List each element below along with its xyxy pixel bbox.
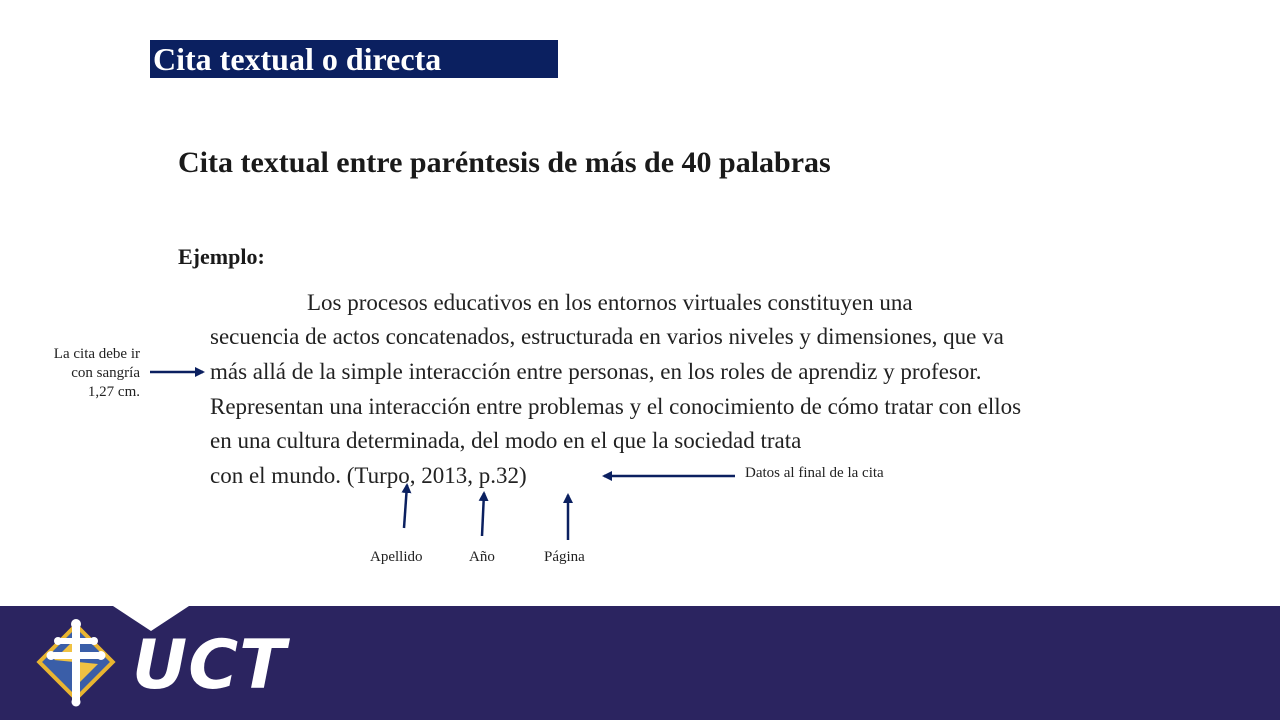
quote-line: Los procesos educativos en los entornos virtuales constituyen una [307,290,913,315]
quote-line: con el mundo. (Turpo, 2013, p.32) [210,463,527,488]
data-note: Datos al final de la cita [745,465,884,481]
example-label: Ejemplo: [178,244,265,269]
surname-label: Apellido [370,549,423,565]
uct-logo: UCT [132,626,287,705]
quote-line: más allá de la simple interacción entre personas, en los roles de aprendiz y profesor. [210,359,982,384]
indent-note-line: con sangría [71,365,140,381]
indent-note-line: La cita debe ir [53,346,140,362]
quote-line: en una cultura determinada, del modo en el que la sociedad trata [210,428,802,453]
slide-title: Cita textual o directa [150,40,558,78]
quote-line: Representan una interacción entre problemas y el conocimiento de cómo tratar con ellos [210,394,1022,419]
quote-line: secuencia de actos concatenados, estructurada en varios niveles y dimensiones, que va [210,324,1004,349]
page-label: Página [544,549,585,565]
indent-note-line: 1,27 cm. [87,384,140,400]
slide-subtitle: Cita textual entre paréntesis de más de 40 palabras [178,146,831,179]
year-label: Año [469,549,495,565]
